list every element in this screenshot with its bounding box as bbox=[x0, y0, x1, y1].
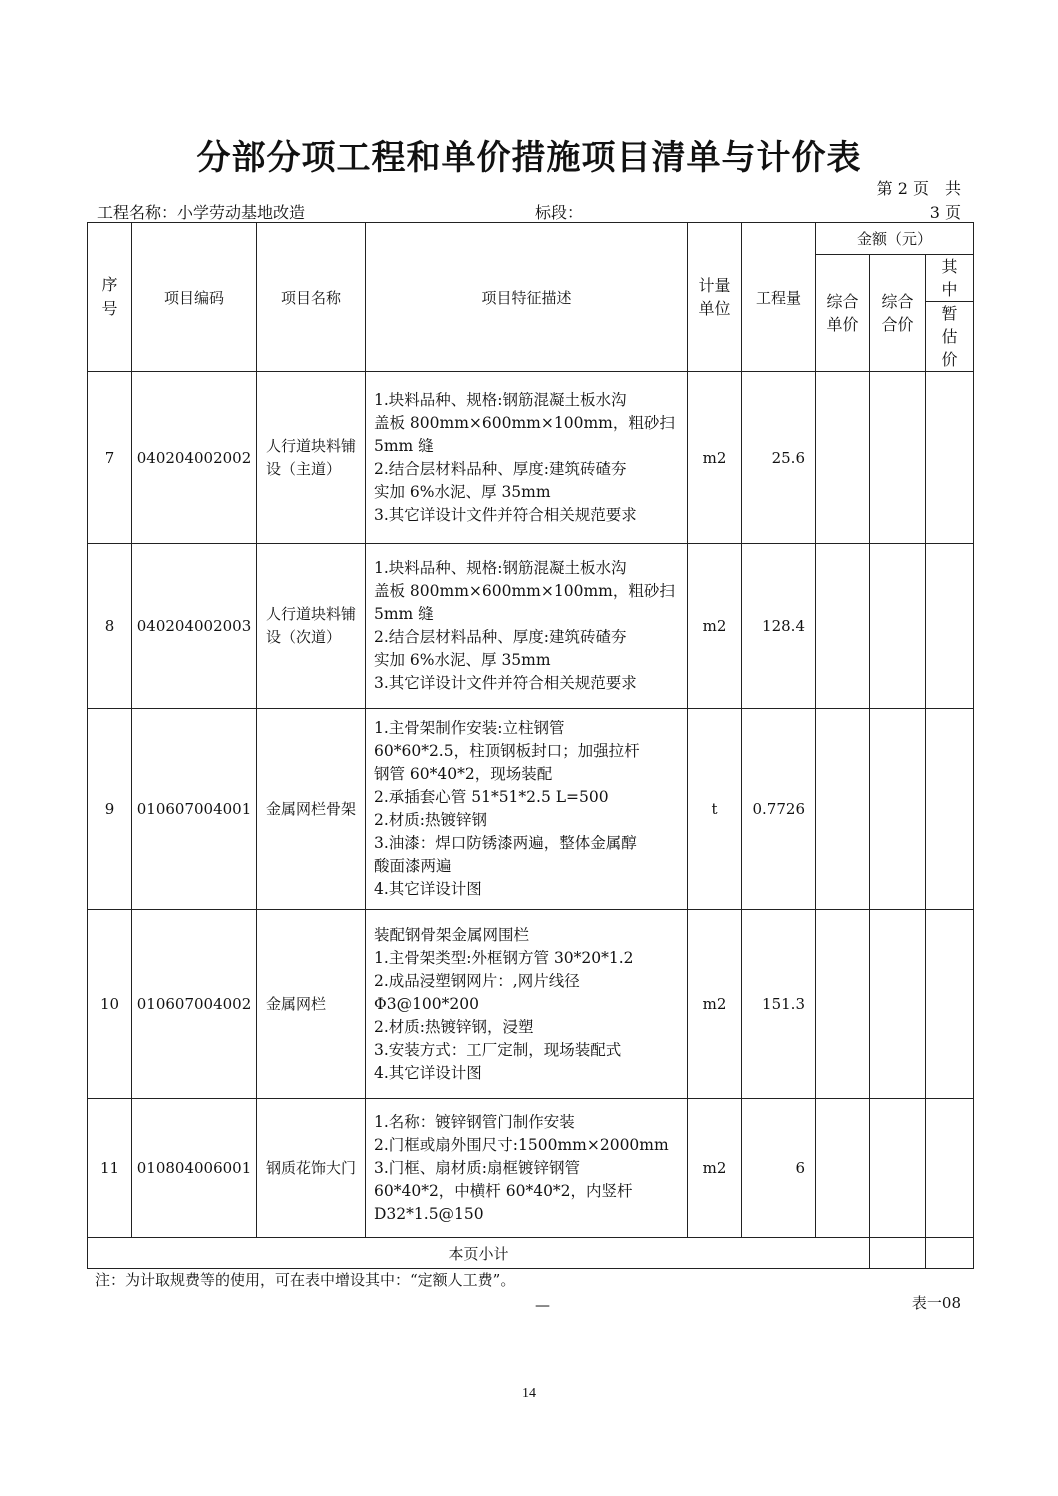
row-name: 钢质花饰大门 bbox=[257, 1099, 366, 1238]
row-total-price bbox=[870, 910, 926, 1099]
row-seq: 7 bbox=[88, 372, 132, 544]
header-quantity: 工程量 bbox=[742, 223, 816, 372]
subtotal-total-price bbox=[870, 1238, 926, 1269]
row-code: 010804006001 bbox=[132, 1099, 257, 1238]
footnote: 注：为计取规费等的使用，可在表中增设其中：“定额人工费”。 bbox=[95, 1271, 516, 1289]
header-seq: 序号 bbox=[88, 223, 132, 372]
row-provisional bbox=[926, 709, 974, 910]
row-name: 人行道块料铺设（次道） bbox=[257, 544, 366, 709]
table-row bbox=[88, 1099, 974, 1238]
table-header bbox=[88, 223, 974, 372]
table-code: 表一08 bbox=[911, 1294, 961, 1312]
header-amount: 金额（元） bbox=[816, 223, 974, 255]
row-quantity: 25.6 bbox=[742, 372, 816, 544]
header-description: 项目特征描述 bbox=[366, 223, 688, 372]
page-total: 3 页 bbox=[929, 203, 961, 222]
table-row bbox=[88, 372, 974, 544]
row-code: 040204002002 bbox=[132, 372, 257, 544]
row-seq: 9 bbox=[88, 709, 132, 910]
row-unit: m2 bbox=[688, 372, 742, 544]
row-provisional bbox=[926, 1099, 974, 1238]
row-total-price bbox=[870, 709, 926, 910]
row-provisional bbox=[926, 372, 974, 544]
page-indicator: 第 2 页 共 bbox=[876, 179, 961, 198]
row-unit: m2 bbox=[688, 910, 742, 1099]
row-provisional bbox=[926, 544, 974, 709]
row-description: 装配钢骨架金属网围栏 1.主骨架类型:外框钢方管 30*20*1.2 2.成品浸塑钢网片：,网片线径 Φ3@100*200 2.材质:热镀锌钢，浸塑 3.安装方式：工厂定制，现场装配式 4.其它详设计图 bbox=[366, 910, 688, 1099]
row-description: 1.名称：镀锌钢管门制作安装 2.门框或扇外围尺寸:1500mm×2000mm 3.门框、扇材质:扇框镀锌钢管 60*40*2，中横杆 60*40*2，内竖杆 D32*1.5@150 bbox=[366, 1099, 688, 1238]
row-quantity: 0.7726 bbox=[742, 709, 816, 910]
header-total-price: 综合合价 bbox=[870, 255, 926, 372]
page-number: 14 bbox=[522, 1386, 536, 1401]
project-name: 工程名称：小学劳动基地改造 bbox=[97, 203, 306, 222]
row-unit-price bbox=[816, 709, 870, 910]
row-quantity: 6 bbox=[742, 1099, 816, 1238]
header-code: 项目编码 bbox=[132, 223, 257, 372]
row-quantity: 151.3 bbox=[742, 910, 816, 1099]
row-code: 040204002003 bbox=[132, 544, 257, 709]
row-unit-price bbox=[816, 544, 870, 709]
row-name: 人行道块料铺设（主道） bbox=[257, 372, 366, 544]
dash-mark: — bbox=[535, 1296, 550, 1314]
row-provisional bbox=[926, 910, 974, 1099]
header-name: 项目名称 bbox=[257, 223, 366, 372]
row-unit: m2 bbox=[688, 1099, 742, 1238]
header-unit: 计量单位 bbox=[688, 223, 742, 372]
price-table bbox=[87, 222, 974, 1269]
row-seq: 11 bbox=[88, 1099, 132, 1238]
table-row bbox=[88, 709, 974, 910]
row-quantity: 128.4 bbox=[742, 544, 816, 709]
section-label: 标段： bbox=[535, 203, 584, 222]
header-of-which: 其中 bbox=[926, 255, 974, 302]
subtotal-row bbox=[88, 1238, 974, 1269]
subtotal-label: 本页小计 bbox=[88, 1238, 870, 1269]
table-row bbox=[88, 910, 974, 1099]
row-total-price bbox=[870, 544, 926, 709]
row-description: 1.主骨架制作安装:立柱钢管 60*60*2.5，柱顶钢板封口；加强拉杆 钢管 60*40*2，现场装配 2.承插套心管 51*51*2.5 L=500 2.材质:热镀锌钢 3.油漆：焊口防锈漆两遍，整体金属醇 酸面漆两遍 4.其它详设计图 bbox=[366, 709, 688, 910]
subtotal-provisional bbox=[926, 1238, 974, 1269]
document-title: 分部分项工程和单价措施项目清单与计价表 bbox=[196, 138, 862, 178]
row-description: 1.块料品种、规格:钢筋混凝土板水沟 盖板 800mm×600mm×100mm，粗砂扫 5mm 缝 2.结合层材料品种、厚度:建筑砖碴夯 实加 6%水泥、厚 35mm 3.其它详设计文件并符合相关规范要求 bbox=[366, 544, 688, 709]
row-unit-price bbox=[816, 910, 870, 1099]
row-unit: m2 bbox=[688, 544, 742, 709]
row-total-price bbox=[870, 1099, 926, 1238]
header-provisional: 暂估价 bbox=[926, 302, 974, 372]
row-name: 金属网栏 bbox=[257, 910, 366, 1099]
row-code: 010607004002 bbox=[132, 910, 257, 1099]
row-seq: 8 bbox=[88, 544, 132, 709]
row-total-price bbox=[870, 372, 926, 544]
header-unit-price: 综合单价 bbox=[816, 255, 870, 372]
row-name: 金属网栏骨架 bbox=[257, 709, 366, 910]
row-unit: t bbox=[688, 709, 742, 910]
row-code: 010607004001 bbox=[132, 709, 257, 910]
row-unit-price bbox=[816, 372, 870, 544]
row-unit-price bbox=[816, 1099, 870, 1238]
table-row bbox=[88, 544, 974, 709]
row-description: 1.块料品种、规格:钢筋混凝土板水沟 盖板 800mm×600mm×100mm，粗砂扫 5mm 缝 2.结合层材料品种、厚度:建筑砖碴夯 实加 6%水泥、厚 35mm 3.其它详设计文件并符合相关规范要求 bbox=[366, 372, 688, 544]
row-seq: 10 bbox=[88, 910, 132, 1099]
